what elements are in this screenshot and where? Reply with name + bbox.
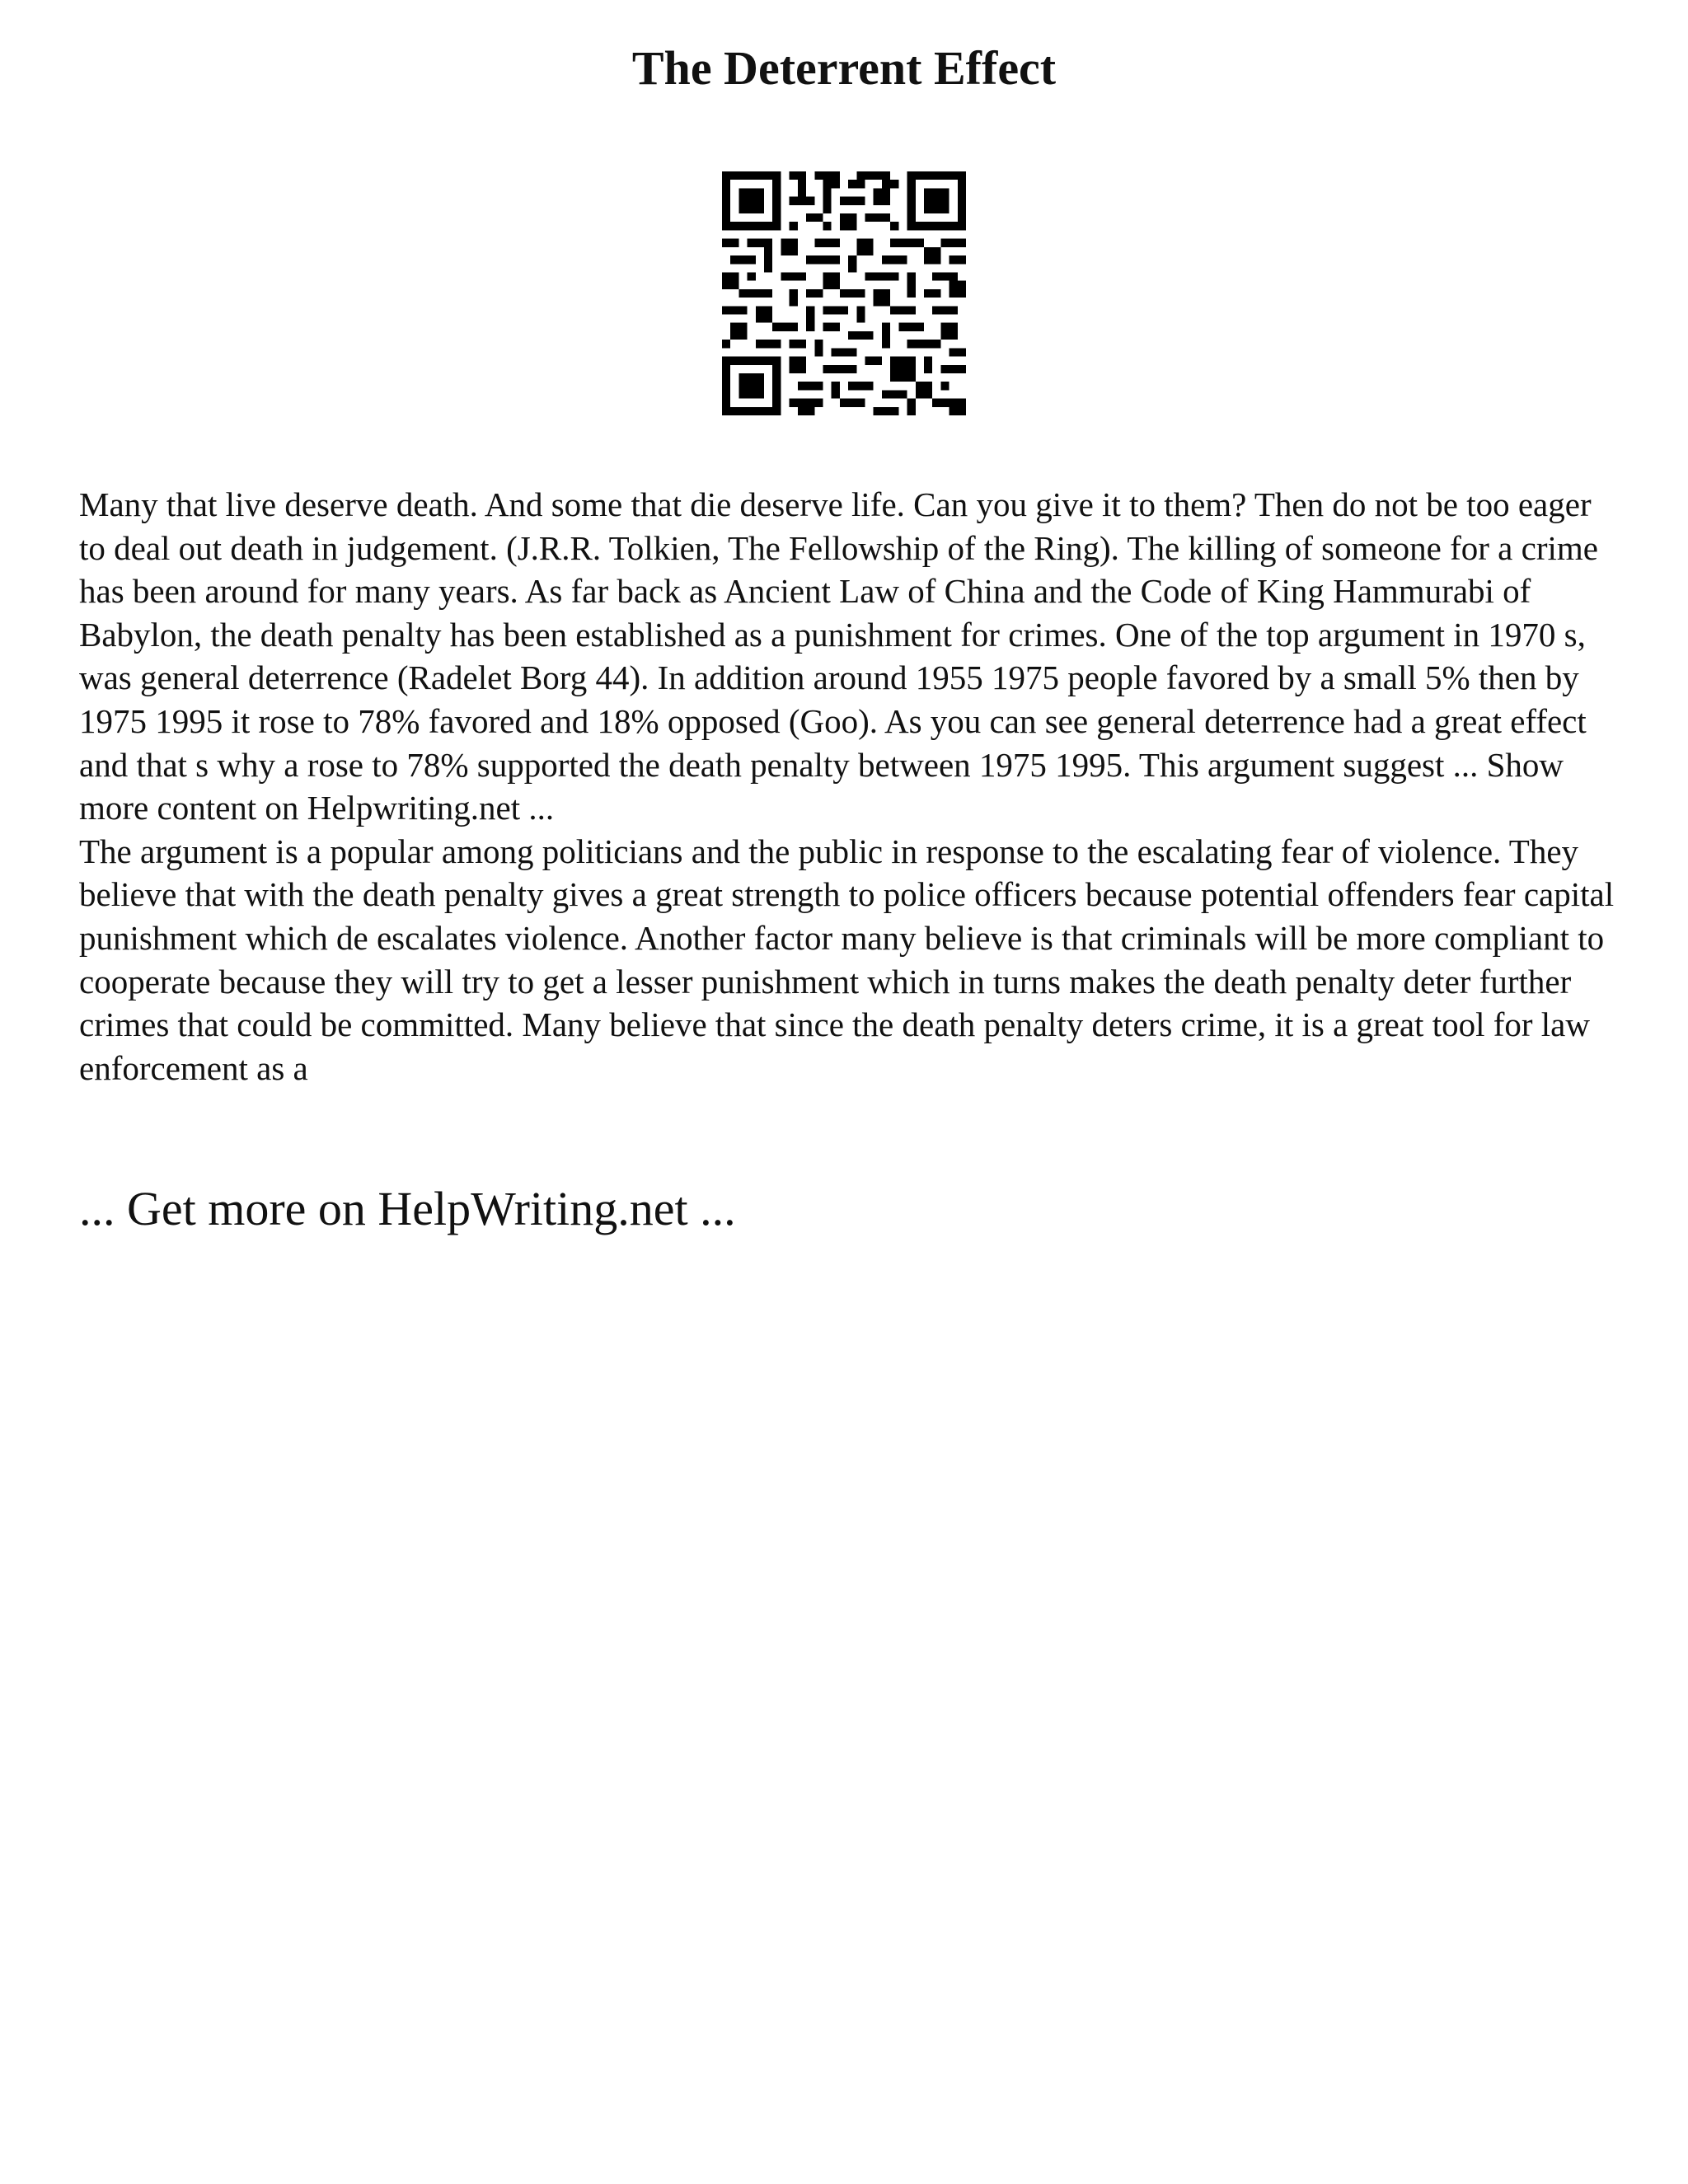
qr-code-icon — [722, 171, 966, 415]
paragraph: The argument is a popular among politicians and the public in response to the escalating fear of violence. They believe that with the death penalty gives a great strength to police officers because potential offenders fear capital punishment which de escalates violence. Another factor many believe is that criminals will be more compliant to cooperate because they will try to get a lesser punishment which in turns makes the death penalty deter further crimes that could be committed. Many believe that since the death penalty deters crime, it is a great tool for law enforcement as a — [79, 832, 1615, 1087]
qr-code-graphic — [722, 171, 966, 415]
paragraph: Many that live deserve death. And some that die deserve life. Can you give it to them? Then do not be too eager to deal out death in judgement. (J.R.R. Tolkien, The Fellowship of the Ring). The killing of someone for a crime has been around for many years. As far back as Ancient Law of China and the Code of King Hammurabi of Babylon, the death penalty has been established as a punishment for crimes. One of the top argument in 1970 s, was general deterrence (Radelet Borg 44). In addition around 1955 1975 people favored by a small 5% then by 1975 1995 it rose to 78% favored and 18% opposed (Goo). As you can see general deterrence had a great effect and that s why a rose to 78% supported the death penalty between 1975 1995. This argument suggest ... Show more content on Helpwriting.net ... — [79, 485, 1598, 827]
article-body — [79, 483, 1620, 1090]
get-more-link[interactable]: ... Get more on HelpWriting.net ... — [79, 1182, 736, 1235]
page-title: The Deterrent Effect — [631, 41, 1057, 95]
